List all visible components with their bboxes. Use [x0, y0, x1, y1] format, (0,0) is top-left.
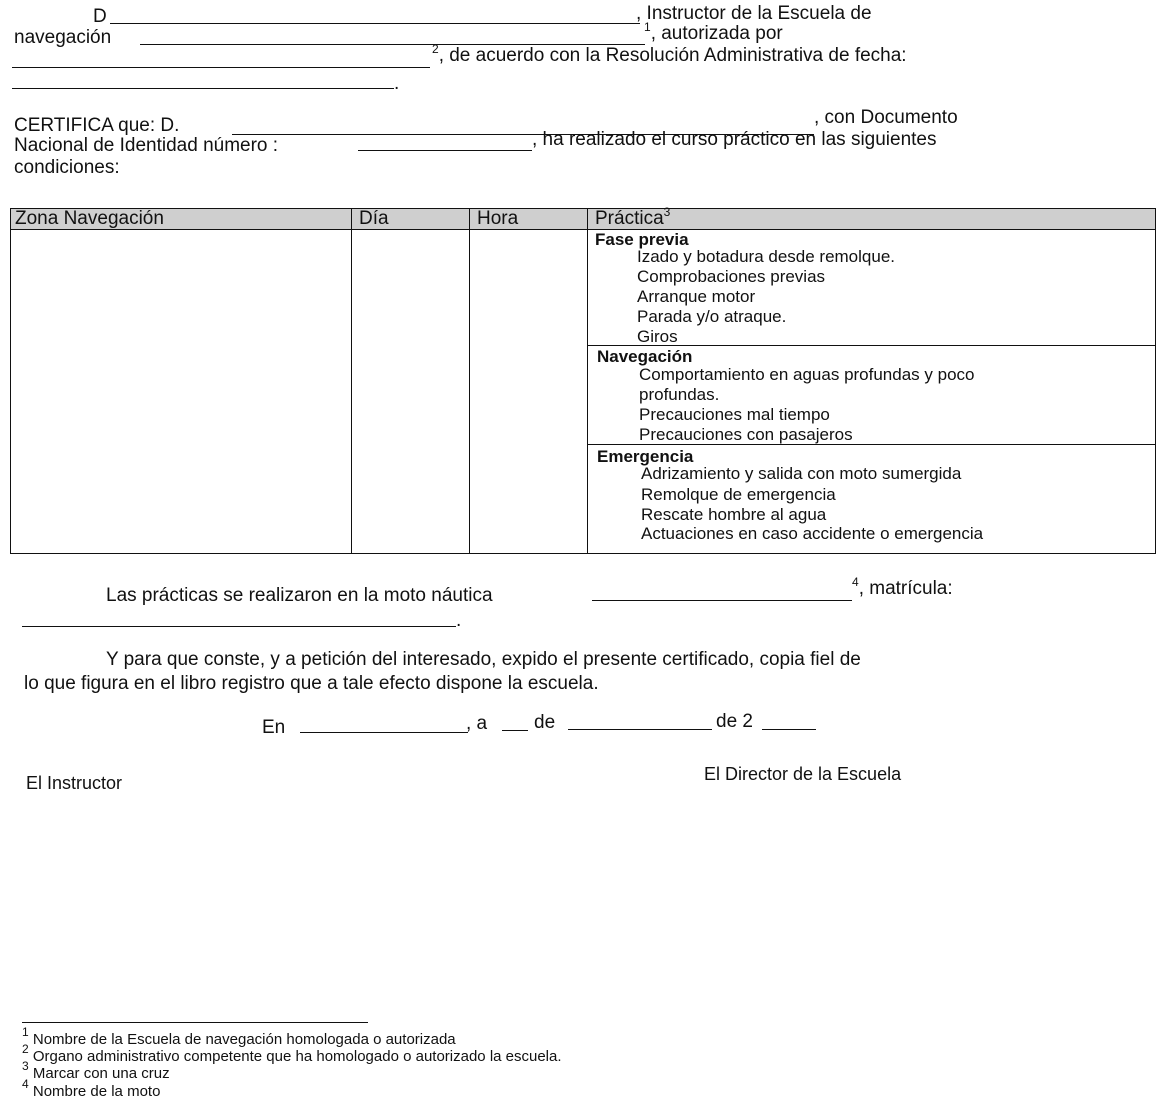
resolucion-text: $^2$, de acuerdo con la Resolución Administrativa de fecha:: [432, 42, 907, 66]
footnote-ref-1: 1: [644, 20, 651, 34]
matricula-label: $^4$, matrícula:: [852, 575, 953, 599]
dni-number-line[interactable]: [358, 150, 532, 151]
date-a: , a: [466, 713, 488, 734]
footnote-3: $^3$ Marcar con una cruz: [22, 1059, 170, 1082]
section-navegacion: Navegación: [597, 347, 693, 366]
list-item: Precauciones mal tiempo: [639, 405, 830, 424]
instructor-suffix: , Instructor de la Escuela de: [636, 3, 872, 24]
section-divider: [587, 444, 1155, 445]
footnote-ref-2: 2: [432, 42, 439, 56]
footnote-1: $^1$ Nombre de la Escuela de navegación homologada o autorizada: [22, 1025, 456, 1048]
resolution-date-line[interactable]: [12, 88, 394, 89]
footnote-2: $^2$ Organo administrativo competente que ha homologado o autorizado la escuela.: [22, 1042, 562, 1065]
footnote-ref-4: 4: [852, 575, 859, 589]
navegacion-label: navegación: [14, 27, 112, 48]
instructor-name-line[interactable]: [110, 23, 640, 24]
practicas-text: Las prácticas se realizaron en la moto náutica: [106, 585, 493, 606]
list-item: Comportamiento en aguas profundas y poco: [639, 365, 975, 384]
place-line[interactable]: [300, 732, 468, 733]
nacional-label: Nacional de Identidad número :: [14, 135, 279, 156]
list-item: Precauciones con pasajeros: [639, 425, 853, 444]
con-documento: , con Documento: [814, 107, 958, 128]
footnote-separator: [22, 1022, 368, 1023]
ha-realizado: , ha realizado el curso práctico en las siguientes: [532, 129, 937, 150]
moto-name-line[interactable]: [592, 600, 852, 601]
conste-line-1: Y para que conste, y a petición del interesado, expido el presente certificado, copia fiel de: [106, 649, 861, 670]
practice-table: [10, 205, 1156, 554]
list-item: Comprobaciones previas: [637, 267, 826, 286]
list-item: Arranque motor: [637, 287, 756, 306]
header-dia: Día: [359, 208, 389, 229]
list-item: Giros: [637, 327, 678, 346]
list-item: Remolque de emergencia: [641, 485, 836, 504]
list-item: Adrizamiento y salida con moto sumergida: [641, 464, 962, 483]
list-item: Parada y/o atraque.: [637, 307, 787, 326]
table-header-row: [11, 205, 1155, 230]
director-signature-label: El Director de la Escuela: [704, 764, 902, 784]
resolution-date-period: .: [394, 73, 400, 94]
list-item: Actuaciones en caso accidente o emergencia: [641, 524, 984, 543]
day-line[interactable]: [502, 730, 528, 731]
list-item: profundas.: [639, 385, 720, 404]
header-zona-navegacion: Zona Navegación: [15, 208, 164, 229]
instructor-signature-label: El Instructor: [26, 773, 123, 793]
column-divider: [587, 209, 588, 553]
date-en: En: [262, 717, 286, 738]
header-practica: Práctica$^3$: [595, 205, 671, 229]
date-de-2: de 2: [716, 711, 753, 732]
header-hora: Hora: [477, 208, 519, 229]
conste-line-2: lo que figura en el libro registro que a tale efecto dispone la escuela.: [24, 673, 599, 694]
section-divider: [587, 345, 1155, 346]
autorizada-por: $^1$, autorizada por: [644, 20, 783, 44]
authority-line[interactable]: [12, 67, 430, 68]
matricula-line[interactable]: [22, 626, 456, 627]
year-line[interactable]: [762, 729, 816, 730]
list-item: Izado y botadura desde remolque.: [637, 247, 896, 266]
footnote-ref-3: 3: [663, 205, 671, 219]
date-de-1: de: [534, 712, 556, 733]
matricula-period: .: [456, 610, 462, 631]
certifica-prefix: CERTIFICA que: D.: [14, 115, 180, 136]
footnote-4: $^4$ Nombre de la moto: [22, 1077, 161, 1100]
column-divider: [351, 209, 352, 553]
condiciones: condiciones:: [14, 157, 120, 178]
section-emergencia: Emergencia: [597, 447, 694, 466]
list-item: Rescate hombre al agua: [641, 505, 827, 524]
d-prefix: D: [93, 6, 107, 27]
month-line[interactable]: [568, 729, 712, 730]
column-divider: [469, 209, 470, 553]
section-fase-previa: Fase previa: [595, 230, 689, 249]
